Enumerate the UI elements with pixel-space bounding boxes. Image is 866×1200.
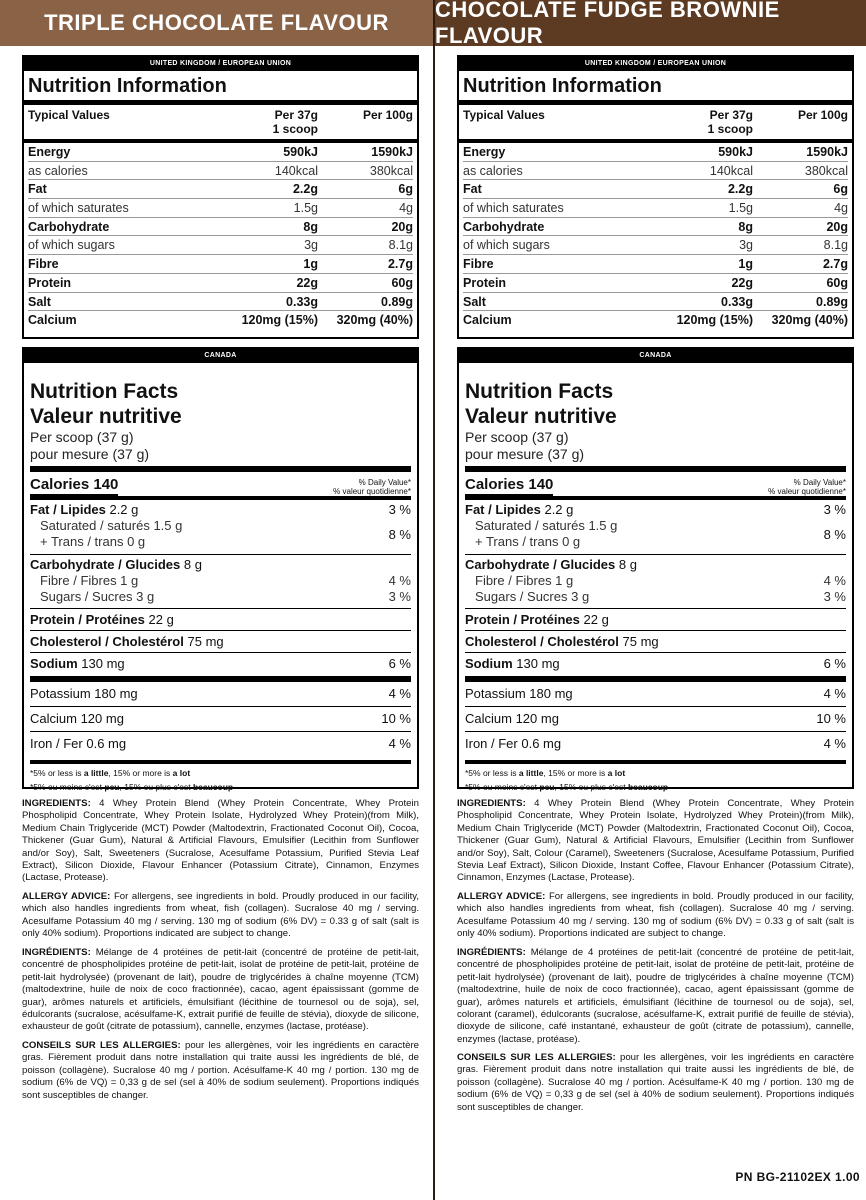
calories-row — [465, 466, 846, 496]
allergy-advice-fr: CONSEILS SUR LES ALLERGIES: pour les allergènes, voir les ingrédients en caractère gras. Fièrement produit dans notre installation qui traite aussi les ingrédients de blé, de poisson (collagène). Sucralose 40 mg / portion. Acésulfame-K 40 mg / portion. 130 mg de sodium (6% de VQ) = 0,33 g de sel (sel à 40% de sodium seulement). Proportions indiqués sont susceptibles de changer. — [22, 1040, 419, 1101]
flavour-banner — [0, 0, 433, 46]
carb-block: Carbohydrate / Glucides 8 g Fibre / Fibres 1 g 4 % Sugars / Sucres 3 g 3 % — [30, 554, 411, 605]
eu-nutrition-panel — [22, 55, 419, 339]
eu-row: Calcium 120mg (15%) 320mg (40%) — [463, 313, 848, 328]
eu-row: Fat 2.2g 6g — [463, 180, 848, 199]
column-chocolate-fudge-brownie — [433, 0, 866, 1200]
per-serving-header: Per 37g 1 scoop — [707, 108, 753, 136]
allergy-advice-en: ALLERGY ADVICE: For allergens, see ingredients in bold. Proudly produced in our facility, which also handles ingredients from wheat, fish (collagen). Sucralose 40 mg / serving. Acesulfame Potassium 40 mg / serving. 130 mg of sodium (6% DV) = 0.33 g of salt (salt is only 40% sodium). Proportions indicated are subject to change. — [457, 891, 854, 940]
eu-row: of which saturates 1.5g 4g — [28, 199, 413, 218]
calcium-row: Calcium 120 mg 10 % — [30, 706, 411, 731]
iron-row: Iron / Fer 0.6 mg 4 % — [465, 731, 846, 756]
eu-row: Carbohydrate 8g 20g — [463, 218, 848, 237]
potassium-row: Potassium 180 mg 4 % — [465, 676, 846, 706]
eu-row: as calories 140kcal 380kcal — [463, 162, 848, 181]
eu-row: Salt 0.33g 0.89g — [28, 293, 413, 312]
calories-value: Calories 140 — [465, 476, 553, 496]
eu-row: Protein 22g 60g — [463, 274, 848, 293]
nutrition-facts-title: Nutrition Facts Valeur nutritive — [465, 380, 617, 428]
calories-row — [30, 466, 411, 496]
eu-row: Fibre 1g 2.7g — [463, 255, 848, 274]
eu-header-row — [459, 105, 852, 143]
sodium-row: Sodium 130 mg 6 % — [30, 652, 411, 676]
eu-row: of which saturates 1.5g 4g — [463, 199, 848, 218]
allergy-advice-en: ALLERGY ADVICE: For allergens, see ingredients in bold. Proudly produced in our facility, which also handles ingredients from wheat, fish (collagen). Sucralose 40 mg / serving. Acesulfame Potassium 40 mg / serving. 130 mg of sodium (6% DV) = 0.33 g of salt (salt is only 40% sodium). Proportions indicated are subject to change. — [22, 891, 419, 940]
eu-rows — [459, 143, 852, 330]
per-serving-header: Per 37g 1 scoop — [272, 108, 318, 136]
daily-value-footnote: *5% or less is a little, 15% or more is a lot *5% ou moins c'est peu, 15% ou plus c'est beaucoup — [30, 760, 411, 794]
cholesterol-row: Cholesterol / Cholestérol 75 mg — [30, 630, 411, 652]
region-label: UNITED KINGDOM / EUROPEAN UNION — [459, 57, 852, 71]
serving-size: Per scoop (37 g) pour mesure (37 g) — [30, 429, 150, 462]
flavour-banner — [435, 0, 866, 46]
typical-values-label: Typical Values — [28, 108, 110, 122]
ingredients-en: INGREDIENTS: 4 Whey Protein Blend (Whey Protein Concentrate, Whey Protein Phospholipid Concentrate, Whey Protein Isolate, Hydrolyzed Whey Protein)(from Milk), Medium Chain Triglyceride (MCT) Powder (Maltodextrin, Fractionated Coconut Oil), Cocoa, Thickener (Guar Gum), Natural & Artificial Flavours, Emulsifier (Lecithin from Sunflower and/or Soy), Salt, Colour (Caramel), Sweeteners (Sucralose, Acesulfame Potassium, Purified Stevia Leaf Extract), Silicon Dioxide, Instant Coffee, Flavour Enhancer (Potassium Citrate), Cinnamon, Enzymes (Lactase, Protease). — [457, 798, 854, 884]
daily-value-header: % Daily Value* % valeur quotidienne* — [333, 478, 411, 496]
daily-value-header: % Daily Value* % valeur quotidienne* — [768, 478, 846, 496]
fat-block: Fat / Lipides 2.2 g 3 % Saturated / saturés 1.5 g + Trans / trans 0 g 8 % — [465, 496, 846, 550]
ingredients-en: INGREDIENTS: 4 Whey Protein Blend (Whey Protein Concentrate, Whey Protein Phospholipid Concentrate, Whey Protein Isolate, Hydrolyzed Whey Protein)(from Milk), Medium Chain Triglyceride (MCT) Powder (Maltodextrin, Fractionated Coconut Oil), Cocoa, Thickener (Guar Gum), Natural & Artificial Flavours, Emulsifier (Lecithin from Sunflower and/or Soy), Salt, Sweeteners (Sucralose, Acesulfame Potassium, Purified Stevia Leaf Extract), Silicon Dioxide, Flavour Enhancer (Potassium Citrate), Cinnamon, Enzymes (Lactase, Protease). — [22, 798, 419, 884]
allergy-advice-fr: CONSEILS SUR LES ALLERGIES: pour les allergènes, voir les ingrédients en caractère gras. Fièrement produit dans notre installation qui traite aussi les ingrédients de blé, de poisson (collagène). Sucralose 40 mg / portion. Acésulfame-K 40 mg / portion. 130 mg de sodium (6% de VQ) = 0,33 g de sel (sel à 40% de sodium seulement). Proportions indiqués sont susceptibles de changer. — [457, 1052, 854, 1113]
region-label: UNITED KINGDOM / EUROPEAN UNION — [24, 57, 417, 71]
eu-rows — [24, 143, 417, 330]
protein-row: Protein / Protéines 22 g — [30, 608, 411, 630]
typical-values-label: Typical Values — [463, 108, 545, 122]
eu-row: Protein 22g 60g — [28, 274, 413, 293]
per-100g-header: Per 100g — [362, 108, 413, 122]
daily-value-footnote: *5% or less is a little, 15% or more is a lot *5% ou moins c'est peu, 15% ou plus c'est beaucoup — [465, 760, 846, 794]
carb-block: Carbohydrate / Glucides 8 g Fibre / Fibres 1 g 4 % Sugars / Sucres 3 g 3 % — [465, 554, 846, 605]
eu-header-row — [24, 105, 417, 143]
eu-row: Fibre 1g 2.7g — [28, 255, 413, 274]
eu-row: Salt 0.33g 0.89g — [463, 293, 848, 312]
eu-row: as calories 140kcal 380kcal — [28, 162, 413, 181]
sodium-row: Sodium 130 mg 6 % — [465, 652, 846, 676]
canada-nutrition-panel — [457, 347, 854, 792]
eu-row: Calcium 120mg (15%) 320mg (40%) — [28, 313, 413, 328]
flavour-title: TRIPLE CHOCOLATE FLAVOUR — [44, 10, 389, 35]
serving-size: Per scoop (37 g) pour mesure (37 g) — [465, 429, 585, 462]
eu-row: of which sugars 3g 8.1g — [28, 236, 413, 255]
cholesterol-row: Cholesterol / Cholestérol 75 mg — [465, 630, 846, 652]
fat-block: Fat / Lipides 2.2 g 3 % Saturated / saturés 1.5 g + Trans / trans 0 g 8 % — [30, 496, 411, 550]
region-label: CANADA — [459, 349, 852, 363]
iron-row: Iron / Fer 0.6 mg 4 % — [30, 731, 411, 756]
eu-row: Energy 590kJ 1590kJ — [28, 143, 413, 162]
flavour-title: CHOCOLATE FUDGE BROWNIE FLAVOUR — [435, 0, 780, 48]
calcium-row: Calcium 120 mg 10 % — [465, 706, 846, 731]
eu-row: Fat 2.2g 6g — [28, 180, 413, 199]
nutrition-facts-title: Nutrition Facts Valeur nutritive — [30, 380, 182, 428]
eu-title: Nutrition Information — [459, 71, 852, 105]
eu-row: Energy 590kJ 1590kJ — [463, 143, 848, 162]
eu-row: Carbohydrate 8g 20g — [28, 218, 413, 237]
region-label: CANADA — [24, 349, 417, 363]
eu-row: of which sugars 3g 8.1g — [463, 236, 848, 255]
canada-nutrition-panel — [22, 347, 419, 792]
potassium-row: Potassium 180 mg 4 % — [30, 676, 411, 706]
part-number: PN BG-21102EX 1.00 — [735, 1170, 860, 1184]
per-100g-header: Per 100g — [797, 108, 848, 122]
eu-title: Nutrition Information — [24, 71, 417, 105]
eu-nutrition-panel — [457, 55, 854, 339]
ingredients-fr: INGRÉDIENTS: Mélange de 4 protéines de petit-lait (concentré de protéine de petit-lait, concentré de phospholipides protéine de petit-lait, isolat de protéine de petit-lait, protéine de petit-lait hydrolysée) (provenant de lait), poudre de triglycérides à chaîne moyenne (TCM) (maltodextrine, huile de noix de coco fractionnée), cacao, agent épaississant (gomme de guar), arômes naturels et artificiels, émulsifiant (lécithine de tournesol ou de soja), sel, édulcorants (sucralose, acésulfame-K, extrait purifié de feuille de stévia), dioxyde de silicone, exhausteur de goût (citrate de potassium), cannelle, enzymes (lactase, protéase). — [22, 947, 419, 1033]
calories-value: Calories 140 — [30, 476, 118, 496]
ingredients-fr: INGRÉDIENTS: Mélange de 4 protéines de petit-lait (concentré de protéine de petit-lait, concentré de phospholipides protéine de petit-lait, isolat de protéine de petit-lait, protéine de petit-lait hydrolysée) (provenant de lait), poudre de triglycérides à chaîne moyenne (TCM) (maltodextrine, huile de noix de coco fractionnée), cacao, agent épaississant (gomme de guar), arômes naturels et artificiels, émulsifiant (lécithine de tournesol ou de soja), sel, colorant (caramel), édulcorants (sucralose, acésulfame-K, extrait purifié de feuille de stévia), dioxyde de silicone, café instantané, exhausteur de goût (citrate de potassium), cannelle, enzymes (lactase, protéase). — [457, 947, 854, 1045]
protein-row: Protein / Protéines 22 g — [465, 608, 846, 630]
